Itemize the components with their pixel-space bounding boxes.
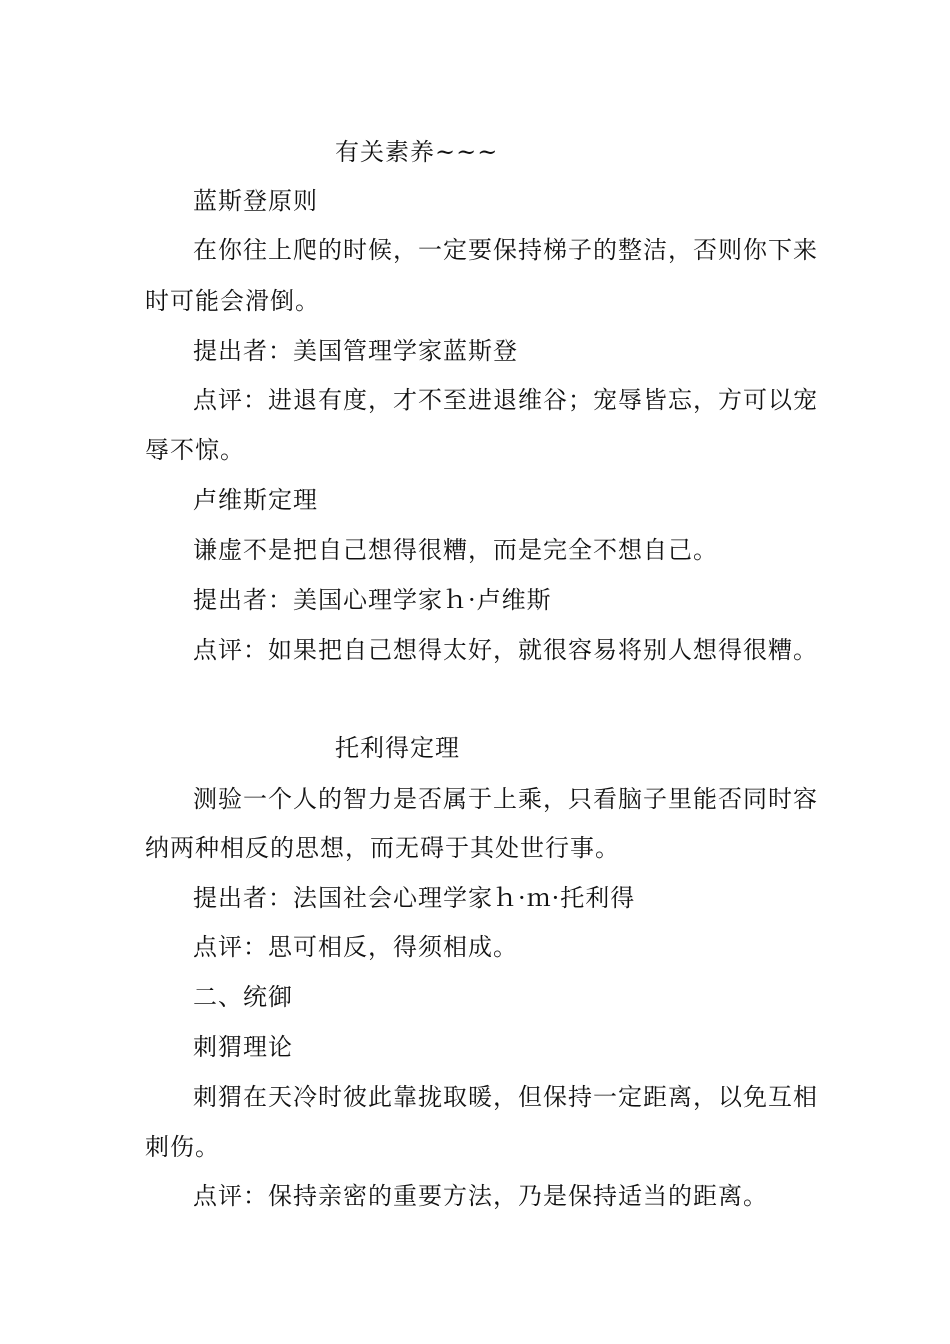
paragraph-line: 纳两种相反的思想，而无碍于其处世行事。 [145,834,620,862]
comment-line: 点评：思可相反，得须相成。 [193,933,518,961]
section-title: 卢维斯定理 [193,486,318,514]
paragraph-line: 测验一个人的智力是否属于上乘，只看脑子里能否同时容 [193,785,818,813]
author-line: 提出者：美国心理学家ｈ·卢维斯 [193,586,552,614]
paragraph-line: 谦虚不是把自己想得很糟，而是完全不想自己。 [193,536,718,564]
comment-line: 点评：进退有度，才不至进退维谷；宠辱皆忘，方可以宠 [193,386,818,414]
paragraph-line: 时可能会滑倒。 [145,287,320,315]
chapter-heading: 二、统御 [193,983,293,1011]
author-line: 提出者：美国管理学家蓝斯登 [193,337,518,365]
paragraph-line: 刺伤。 [145,1133,220,1161]
author-line: 提出者：法国社会心理学家ｈ·ｍ·托利得 [193,884,636,912]
section-title: 托利得定理 [335,734,460,762]
comment-line: 辱不惊。 [145,436,245,464]
comment-line: 点评：保持亲密的重要方法，乃是保持适当的距离。 [193,1182,768,1210]
paragraph-line: 在你往上爬的时候，一定要保持梯子的整洁，否则你下来 [193,236,818,264]
section-title: 刺猬理论 [193,1033,293,1061]
section-title: 蓝斯登原则 [193,187,318,215]
paragraph-line: 刺猬在天冷时彼此靠拢取暖，但保持一定距离，以免互相 [193,1083,818,1111]
comment-line: 点评：如果把自己想得太好，就很容易将别人想得很糟。 [193,636,818,664]
document-heading: 有关素养~~~ [335,138,499,166]
